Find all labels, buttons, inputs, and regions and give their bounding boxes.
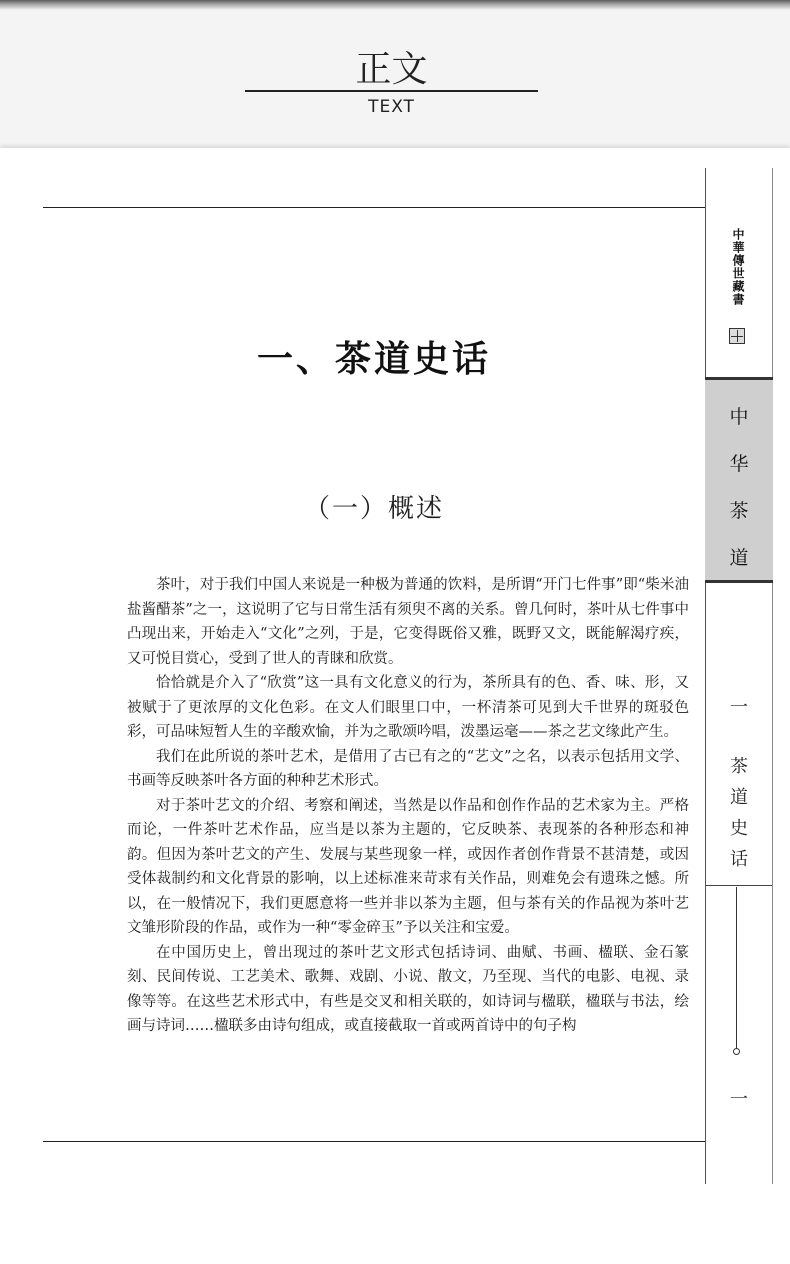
seal-icon	[729, 328, 745, 344]
chapter-tab[interactable]	[706, 585, 772, 886]
section-title: （一）概述	[303, 494, 444, 524]
series-label: 中華傳世藏書	[731, 228, 745, 306]
section-header	[0, 10, 790, 145]
chapter-title-char: 道	[730, 787, 748, 808]
top-shadow	[0, 0, 790, 10]
chapter-tab-label	[706, 751, 772, 875]
book-tab-label	[705, 394, 773, 582]
chapter-tab-number: 一	[730, 697, 748, 718]
header-title: 正文	[355, 49, 428, 90]
page-top-rule	[43, 207, 705, 208]
book-title-char: 中	[729, 406, 749, 428]
paragraph: 我们在此所说的茶叶艺术，是借用了古已有之的“艺文”之名，以表示包括用文学、书画等反映茶叶各方面的种种艺术形式。	[127, 748, 689, 789]
book-tab[interactable]	[705, 377, 773, 583]
page-position-track	[736, 887, 737, 1053]
chapter-title-char: 史	[730, 818, 748, 839]
book-page	[0, 148, 790, 1264]
paragraph: 茶叶，对于我们中国人来说是一种极为普通的饮料，是所谓“开门七件事”即“柴米油盐酱醋茶”之一，这说明了它与日常生活有须臾不离的关系。曾几何时，茶叶从七件事中凸现出来，开始走入“文化”之列，于是，它变得既俗又雅，既野又文，既能解渴疗疾，又可悦目赏心，受到了世人的青睐和欣赏。	[127, 577, 689, 667]
page-number: 一	[730, 1089, 748, 1110]
page-position-marker[interactable]	[733, 1048, 740, 1055]
page-bottom-rule	[43, 1141, 705, 1142]
side-strip-edge	[772, 168, 773, 1184]
chapter-title-char: 话	[730, 849, 748, 870]
body-text	[127, 573, 689, 1039]
paragraph: 在中国历史上，曾出现过的茶叶艺文形式包括诗词、曲赋、书画、楹联、金石篆刻、民间传说、工艺美术、歌舞、戏剧、小说、散文，乃至现、当代的电影、电视、录像等等。在这些艺术形式中，有些是交叉和相关联的，如诗词与楹联，楹联与书法，绘画与诗词……楹联多由诗句组成，或直接截取一首或两首诗中的句子构	[127, 944, 689, 1034]
chapter-title: 一、茶道史话	[256, 338, 491, 380]
chapter-title-char: 茶	[730, 756, 748, 777]
paragraph: 恰恰就是介入了“欣赏”这一具有文化意义的行为，茶所具有的色、香、味、形，又被赋于了更浓厚的文化色彩。在文人们眼里口中，一杯清茶可见到大千世界的斑驳色彩，可品味短暂人生的辛酸欢愉，并为之歌颂吟唱，泼墨运毫——茶之艺文缘此产生。	[127, 675, 689, 740]
book-title-char: 道	[729, 547, 749, 569]
book-title-char: 华	[729, 453, 749, 475]
book-title-char: 茶	[729, 500, 749, 522]
paragraph: 对于茶叶艺文的介绍、考察和阐述，当然是以作品和创作作品的艺术家为主。严格而论，一件茶叶艺术作品，应当是以茶为主题的，它反映茶、表现茶的各种形态和神韵。但因为茶叶艺文的产生、发展与某些现象一样，或因作者创作背景不甚清楚，或因受体裁制约和文化背景的影响，以上述标准来苛求有关作品，则难免会有遗珠之憾。所以，在一般情况下，我们更愿意将一些并非以茶为主题，但与茶有关的作品视为茶叶艺文雏形阶段的作品，或作为一种“零金碎玉”予以关注和宝爱。	[127, 797, 689, 936]
header-divider	[245, 90, 538, 92]
header-subtitle: TEXT	[368, 97, 415, 117]
